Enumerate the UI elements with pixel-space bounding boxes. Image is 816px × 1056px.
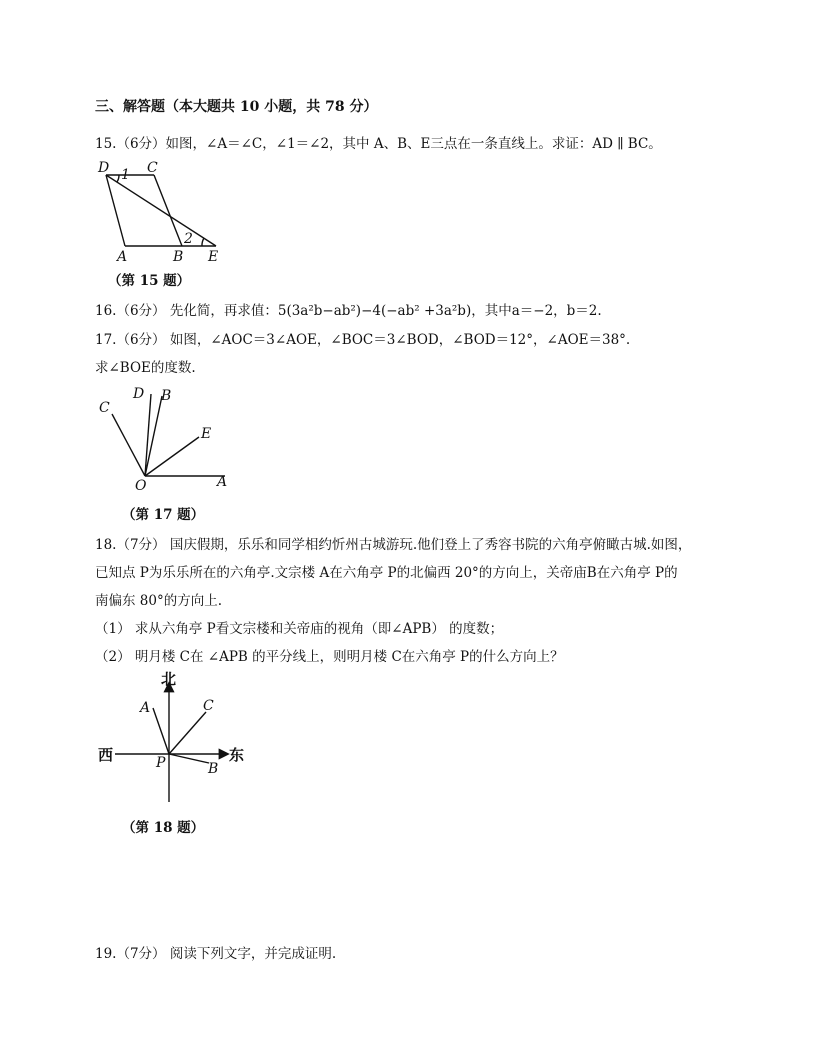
point-c-label: C: [99, 400, 110, 416]
ray-oc: [112, 414, 145, 476]
angle-1-arc: [117, 175, 119, 182]
question-15-text: 15.（6分）如图，∠A＝∠C，∠1＝∠2，其中 A、B、E三点在一条直线上。求证：AD ∥ BC。: [95, 136, 662, 152]
angle-2-label: 2: [184, 231, 193, 247]
question-16-text: 16.（6分） 先化简，再求值：5(3a²b−ab²)−4(−ab² +3a²b)，其中a＝−2，b＝2.: [95, 303, 602, 319]
question-18-line-1: 18.（7分） 国庆假期，乐乐和同学相约忻州古城游玩.他们登上了秀容书院的六角亭俯瞰古城.如图，: [95, 537, 692, 553]
point-p-label: P: [156, 755, 166, 771]
point-o-label: O: [135, 478, 147, 494]
question-17-line-2: 求∠BOE的度数.: [95, 360, 196, 376]
angle-1-label: 1: [121, 167, 130, 183]
question-18-line-2: 已知点 P为乐乐所在的六角亭.文宗楼 A在六角亭 P的北偏西 20°的方向上，关帝庙B在六角亭 P的: [95, 565, 678, 581]
question-18-figure: [95, 668, 255, 808]
east-label: 东: [229, 746, 245, 764]
ray-pc: [169, 712, 206, 754]
point-a-label: A: [140, 700, 151, 716]
north-label: 北: [161, 670, 177, 688]
point-a-label: A: [217, 474, 228, 490]
ray-pa: [153, 708, 169, 754]
question-15-figure: [95, 158, 225, 268]
section-title: 三、解答题（本大题共 10 小题，共 78 分）: [95, 99, 378, 115]
question-17-figure: [95, 382, 245, 497]
question-18-line-3: 南偏东 80°的方向上.: [95, 593, 223, 609]
question-15-caption: （第 15 题）: [108, 273, 191, 289]
question-18-caption: （第 18 题）: [122, 820, 205, 836]
point-d-label: D: [98, 160, 110, 176]
ray-pb: [169, 754, 209, 763]
point-b-label: B: [208, 761, 219, 777]
point-e-label: E: [208, 249, 219, 265]
segment-cb: [154, 175, 182, 246]
point-a-label: A: [117, 249, 128, 265]
question-19-text: 19.（7分） 阅读下列文字，并完成证明.: [95, 946, 337, 962]
question-18-part-2: （2） 明月楼 C在 ∠APB 的平分线上，则明月楼 C在六角亭 P的什么方向上？: [95, 649, 564, 665]
question-17-caption: （第 17 题）: [122, 507, 205, 523]
question-17-line-1: 17.（6分） 如图，∠AOC＝3∠AOE，∠BOC＝3∠BOD，∠BOD＝12°，∠AOE＝38°.: [95, 332, 631, 348]
point-d-label: D: [133, 386, 145, 402]
point-e-label: E: [201, 426, 212, 442]
point-b-label: B: [173, 249, 184, 265]
ray-oe: [145, 437, 199, 476]
point-b-label: B: [161, 388, 172, 404]
point-c-label: C: [147, 160, 158, 176]
question-18-part-1: （1） 求从六角亭 P看文宗楼和关帝庙的视角（即∠APB） 的度数；: [95, 621, 504, 637]
west-label: 西: [98, 746, 114, 764]
angle-2-arc: [202, 238, 204, 246]
point-c-label: C: [203, 698, 214, 714]
